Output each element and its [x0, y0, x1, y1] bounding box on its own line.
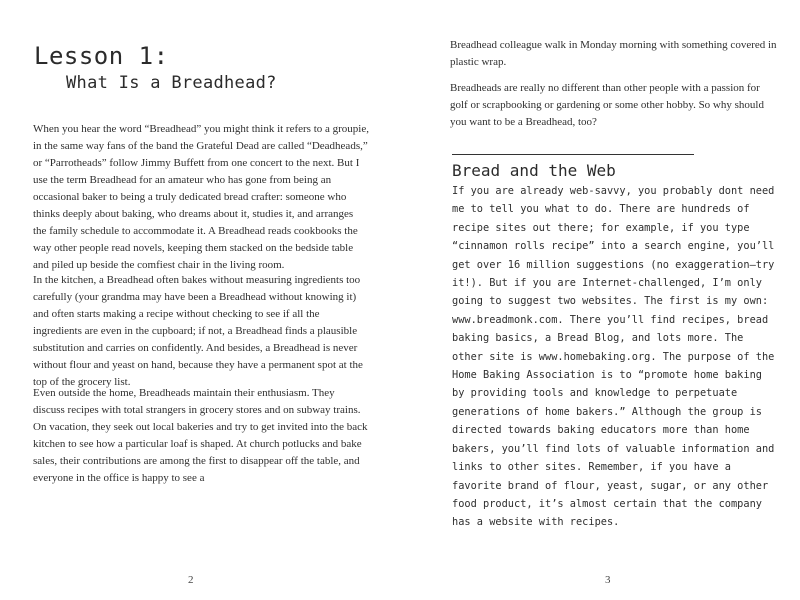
- lesson-title: Lesson 1:: [34, 42, 169, 70]
- sidebar-body-text: If you are already web-savvy, you probably dont need me to tell you what to do. There are hundreds of recipe sites out there; for example, if you type “cinnamon rolls recipe” into a search engine, you’ll get over 16 million suggestions (no exaggeration—try it!). But if you are Internet-challenged, I’m only going to suggest two websites. The first is my own: www.breadmonk.com. There you’ll find recipes, bread baking basics, a Bread Blog, and lots more. The other site is www.homebaking.org. The purpose of the Home Baking Association is to “promote home baking by providing tools and knowledge to perpetuate generations of home bakers.” Although the group is directed towards baking educators more than home bakers, you’ll find lots of valuable information and links to other sites. Remember, if you have a favorite brand of flour, yeast, sugar, or any other food product, it’s almost certain that the company has a website with recipes.: [452, 185, 775, 529]
- body-paragraph: Breadhead colleague walk in Monday morning with something covered in plastic wrap.: [450, 39, 777, 68]
- page-number: 2: [188, 574, 194, 586]
- right-page: [400, 0, 800, 600]
- section-divider: [452, 154, 694, 155]
- section-heading: Bread and the Web: [452, 161, 616, 180]
- body-paragraph: In the kitchen, a Breadhead often bakes without measuring ingredients too carefully (your grandma may have been a Breadhead without knowing it) and often starts making a recipe without checking to see if all the ingredients are even in the cupboard; if not, a Breadhead finds a plausible substitution and carries on confidently. And besides, a Breadhead is never without flour and yeast on hand, because they have a permanent spot at the top of the grocery list.: [33, 274, 363, 388]
- body-paragraph: When you hear the word “Breadhead” you might think it refers to a groupie, in the same way fans of the band the Grateful Dead are called “Deadheads,” or “Parrotheads” follow Jimmy Buffett from one concert to the next. But I use the term Breadhead for an amateur who has gone from being an occasional baker to being a truly dedicated bread crafter: someone who thinks deeply about baking, who dreams about it, studies it, and arranges the family schedule to accommodate it. A Breadhead reads cookbooks the way other people read novels, keeping them stacked on the bedside table and piled up beside the comfiest chair in the living room.: [33, 123, 369, 271]
- body-paragraph: Even outside the home, Breadheads maintain their enthusiasm. They discuss recipes with total strangers in grocery stores and on subway trains. On vacation, they seek out local bakeries and try to get invited into the back kitchen to see how a particular loaf is shaped. At church potlucks and bake sales, their contributions are among the first to disappear off the table, and everyone in the office is happy to see a: [33, 387, 368, 484]
- body-paragraph: Breadheads are really no different than other people with a passion for golf or scrapbooking or gardening or some other hobby. So why should you want to be a Breadhead, too?: [450, 82, 764, 128]
- page-number: 3: [605, 574, 611, 586]
- lesson-subtitle: What Is a Breadhead?: [66, 73, 277, 93]
